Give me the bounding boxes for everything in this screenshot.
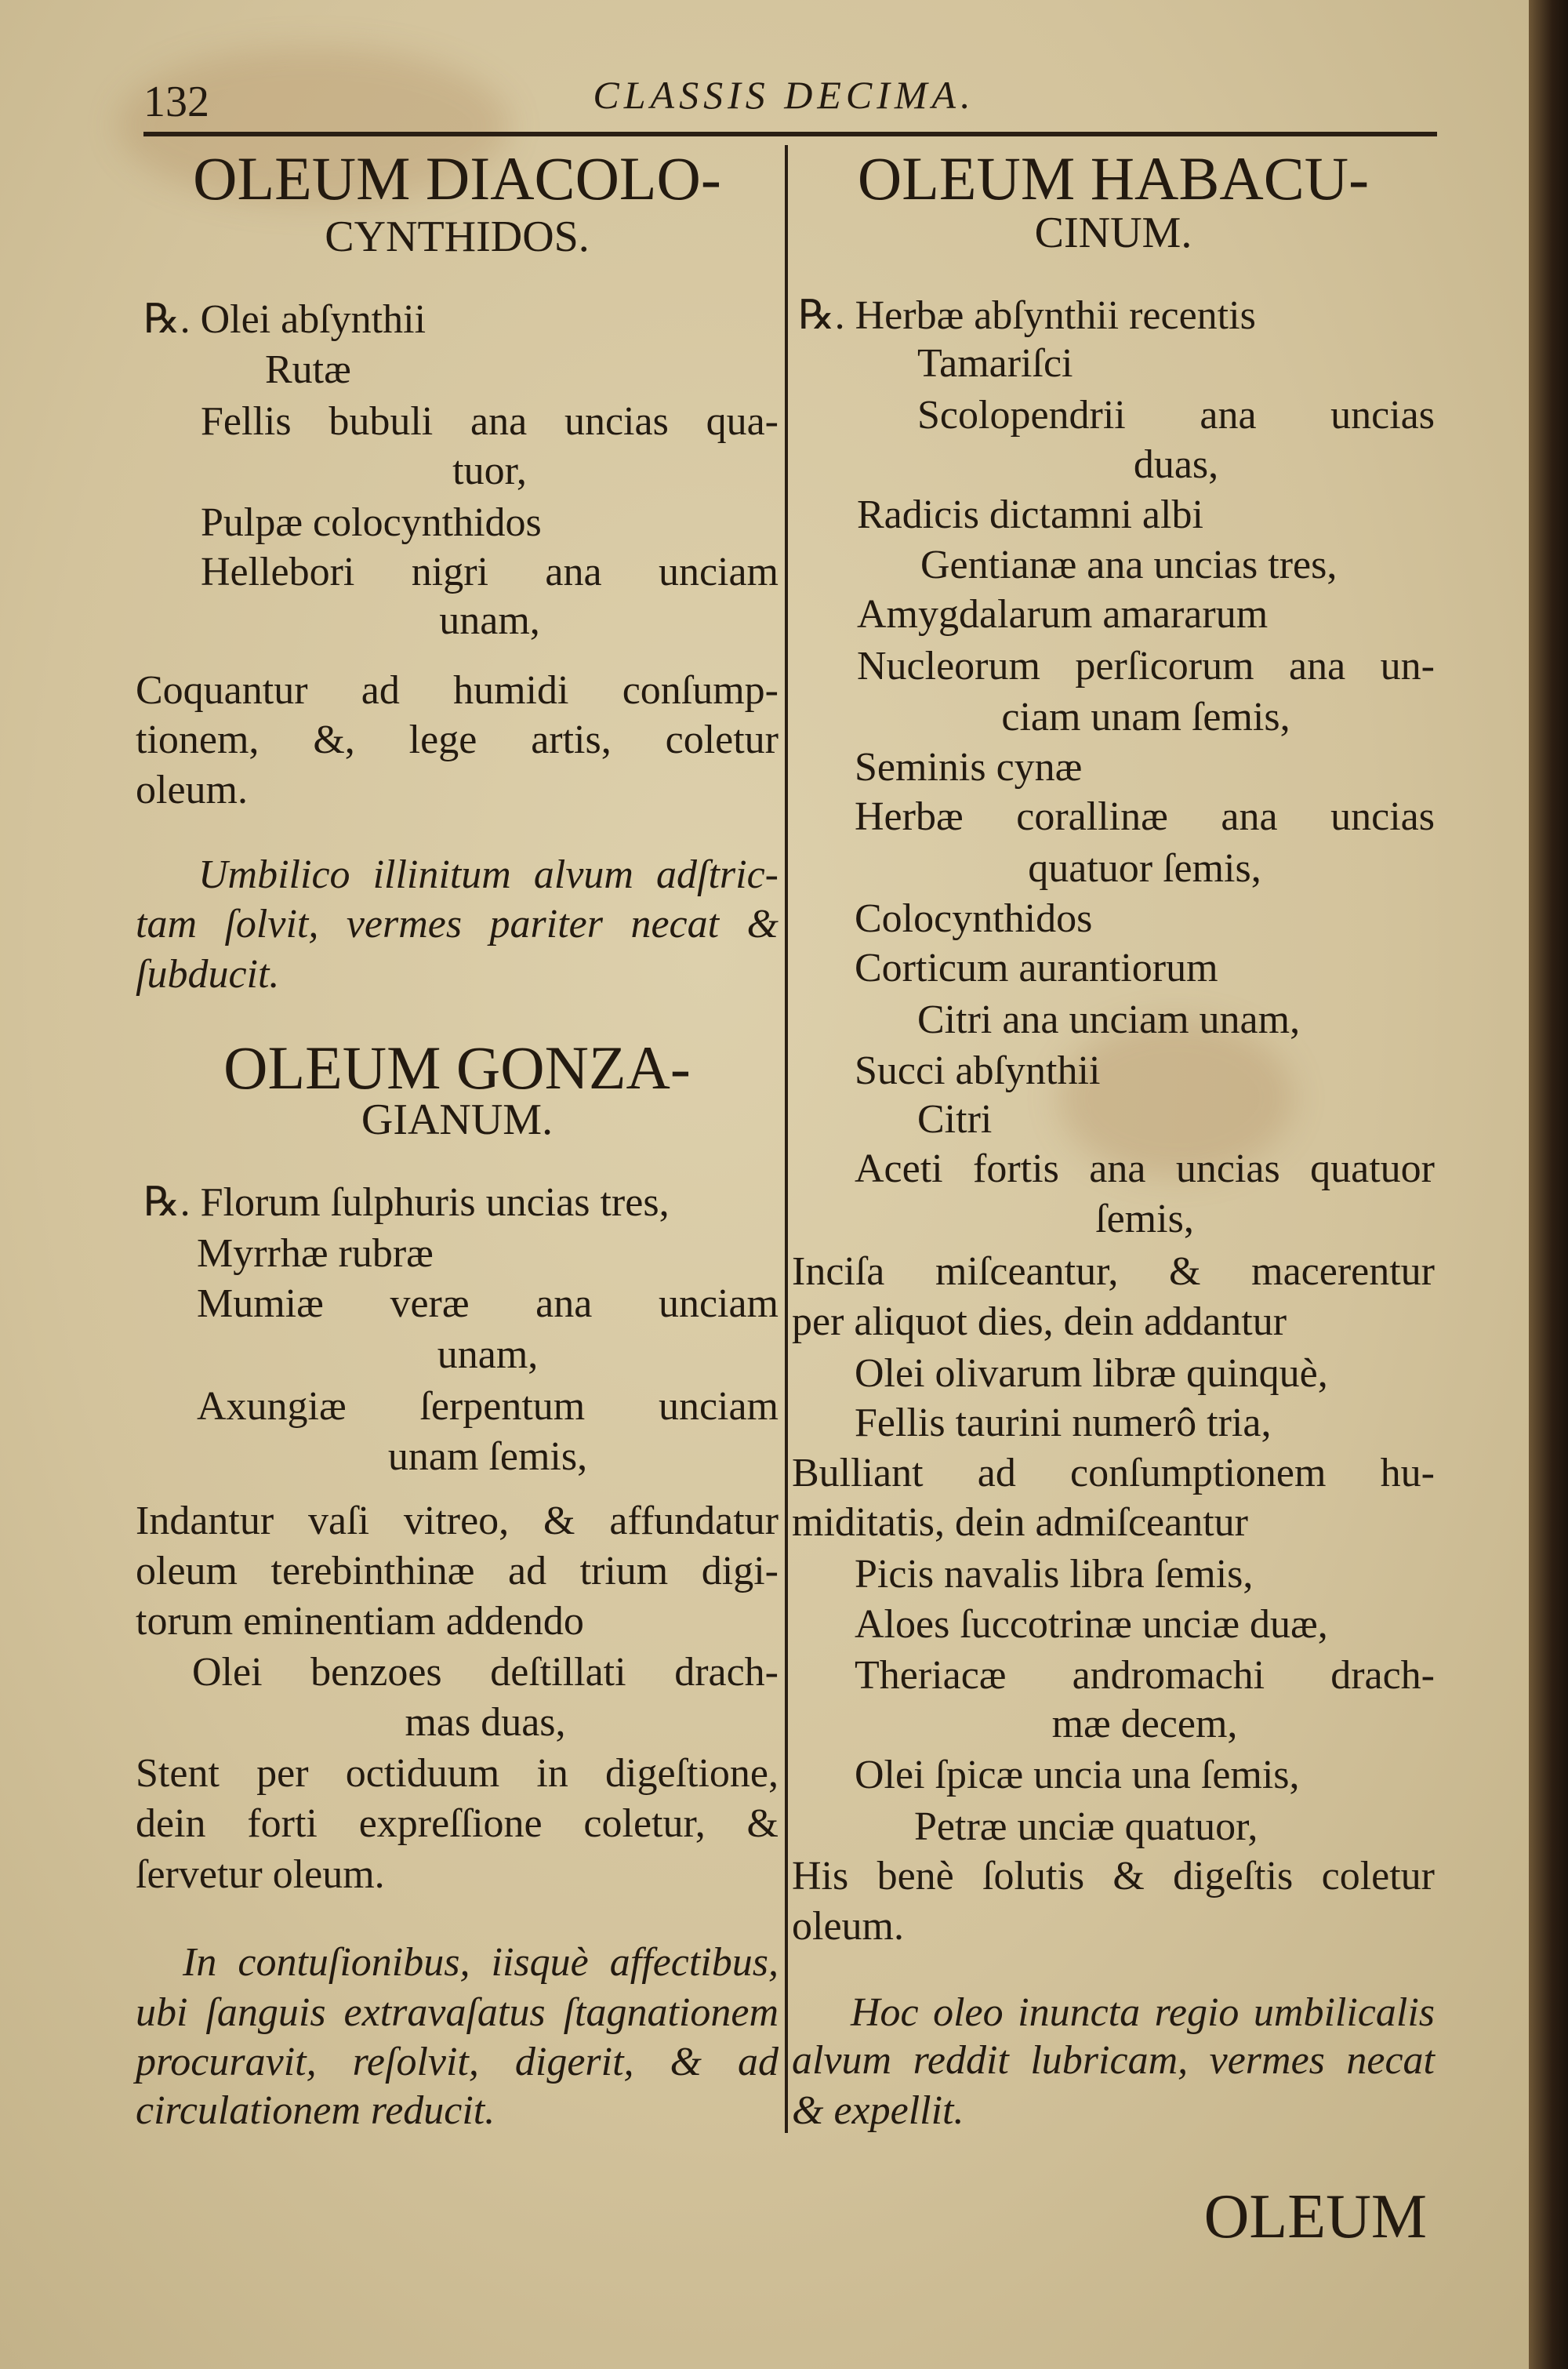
recipe-line: Picis navalis libra ſemis, — [855, 1552, 1254, 1597]
book-binding-edge — [1529, 0, 1568, 2369]
recipe-line: tionem, &, lege artis, coletur — [136, 718, 779, 762]
usage-note: ubi ſanguis extravaſatus ſtagnationem — [136, 1990, 779, 2035]
usage-note: circulationem reducit. — [136, 2088, 495, 2133]
recipe-line: Indantur vaſi vitreo, & affundatur — [136, 1499, 779, 1543]
recipe-line: Citri ana unciam unam, — [917, 997, 1301, 1042]
recipe-line: unam, — [439, 598, 540, 643]
recipe-line: Fellis bubuli ana uncias qua- — [201, 399, 779, 444]
recipe-line: ℞. Olei abſynthii — [143, 297, 426, 342]
recipe-line: Tamariſci — [917, 341, 1073, 386]
recipe-line: Myrrhæ rubræ — [197, 1231, 434, 1276]
header-rule — [143, 132, 1437, 136]
recipe-line: ſemis, — [1095, 1197, 1194, 1241]
recipe-line: miditatis, dein admiſceantur — [792, 1500, 1248, 1545]
recipe-line: Fellis taurini numerô tria, — [855, 1401, 1272, 1445]
recipe-line: ℞. Florum ſulphuris uncias tres, — [143, 1180, 670, 1225]
heading-continuation: GIANUM. — [361, 1095, 554, 1144]
recipe-line: Succi abſynthii — [855, 1048, 1101, 1093]
running-title: CLASSIS DECIMA. — [593, 73, 975, 117]
heading-oleum-habacucinum: OLEUM HABACU- — [857, 144, 1370, 213]
recipe-line: torum eminentiam addendo — [136, 1599, 584, 1644]
recipe-line: oleum. — [136, 768, 248, 812]
usage-note: ſubducit. — [136, 952, 280, 997]
recipe-line: ſervetur oleum. — [136, 1852, 385, 1897]
recipe-line: Olei olivarum libræ quinquè, — [855, 1351, 1328, 1396]
recipe-line: oleum. — [792, 1904, 904, 1949]
usage-note: Hoc oleo inuncta regio umbilicalis — [851, 1990, 1435, 2035]
recipe-line: ciam unam ſemis, — [1001, 695, 1290, 739]
recipe-line: Amygdalarum amararum — [857, 592, 1269, 637]
recipe-line: Axungiæ ſerpentum unciam — [197, 1384, 779, 1429]
page-number: 132 — [143, 78, 209, 126]
recipe-line: Corticum aurantiorum — [855, 946, 1218, 990]
recipe-line: Aceti fortis ana uncias quatuor — [855, 1146, 1435, 1191]
usage-note: In contuſionibus, iisquè affectibus, — [183, 1940, 779, 1985]
column-divider — [785, 145, 788, 2133]
heading-oleum-gonzagianum: OLEUM GONZA- — [223, 1034, 691, 1102]
recipe-line: duas, — [1133, 442, 1219, 487]
recipe-line: Olei benzoes deſtillati drach- — [192, 1650, 779, 1695]
usage-note: procuravit, reſolvit, digerit, & ad — [136, 2040, 779, 2084]
recipe-line: Pulpæ colocynthidos — [201, 500, 542, 545]
recipe-line: ℞. Herbæ abſynthii recentis — [798, 293, 1256, 338]
recipe-line: Coquantur ad humidi conſump- — [136, 668, 779, 713]
recipe-line: Stent per octiduum in digeſtione, — [136, 1751, 779, 1796]
recipe-line: unam ſemis, — [387, 1434, 588, 1479]
recipe-line: Aloes ſuccotrinæ unciæ duæ, — [855, 1602, 1328, 1647]
recipe-line: Scolopendrii ana uncias — [917, 393, 1435, 438]
recipe-line: His benè ſolutis & digeſtis coletur — [792, 1854, 1435, 1898]
recipe-line: oleum terebinthinæ ad trium digi- — [136, 1549, 779, 1593]
recipe-line: mas duas, — [405, 1700, 566, 1745]
recipe-line: Radicis dictamni albi — [857, 492, 1203, 537]
recipe-line: Colocynthidos — [855, 896, 1093, 941]
usage-note: alvum reddit lubricam, vermes necat — [792, 2038, 1435, 2083]
recipe-line: unam, — [437, 1332, 539, 1377]
recipe-line: Rutæ — [265, 347, 351, 392]
recipe-line: Herbæ corallinæ ana uncias — [855, 794, 1435, 839]
recipe-line: Theriacæ andromachi drach- — [855, 1653, 1435, 1698]
recipe-line: Gentianæ ana uncias tres, — [920, 543, 1338, 587]
recipe-line: Olei ſpicæ uncia una ſemis, — [855, 1753, 1300, 1797]
recipe-line: Petræ unciæ quatuor, — [914, 1804, 1258, 1849]
recipe-line: dein forti expreſſione coletur, & — [136, 1801, 779, 1846]
usage-note: & expellit. — [792, 2088, 964, 2133]
recipe-line: Citri — [917, 1097, 993, 1142]
recipe-line: mæ decem, — [1051, 1702, 1238, 1746]
recipe-line: per aliquot dies, dein addantur — [792, 1299, 1287, 1344]
recipe-line: Inciſa miſceantur, & macerentur — [792, 1249, 1435, 1294]
recipe-line: quatuor ſemis, — [1028, 846, 1261, 891]
recipe-line: Mumiæ veræ ana unciam — [197, 1281, 779, 1326]
usage-note: tam ſolvit, vermes pariter necat & — [136, 902, 779, 947]
recipe-line: Nucleorum perſicorum ana un- — [857, 644, 1435, 689]
recipe-line: Seminis cynæ — [855, 745, 1083, 790]
heading-continuation: CINUM. — [1034, 209, 1192, 257]
heading-oleum-diacolocynthidos: OLEUM DIACOLO- — [193, 144, 721, 213]
recipe-line: Bulliant ad conſumptionem hu- — [792, 1451, 1435, 1495]
usage-note: Umbilico illinitum alvum adſtric- — [198, 852, 779, 897]
recipe-line: Hellebori nigri ana unciam — [201, 550, 779, 594]
recipe-line: tuor, — [452, 449, 527, 493]
heading-continuation: CYNTHIDOS. — [325, 213, 590, 261]
catchword: OLEUM — [1203, 2182, 1427, 2251]
